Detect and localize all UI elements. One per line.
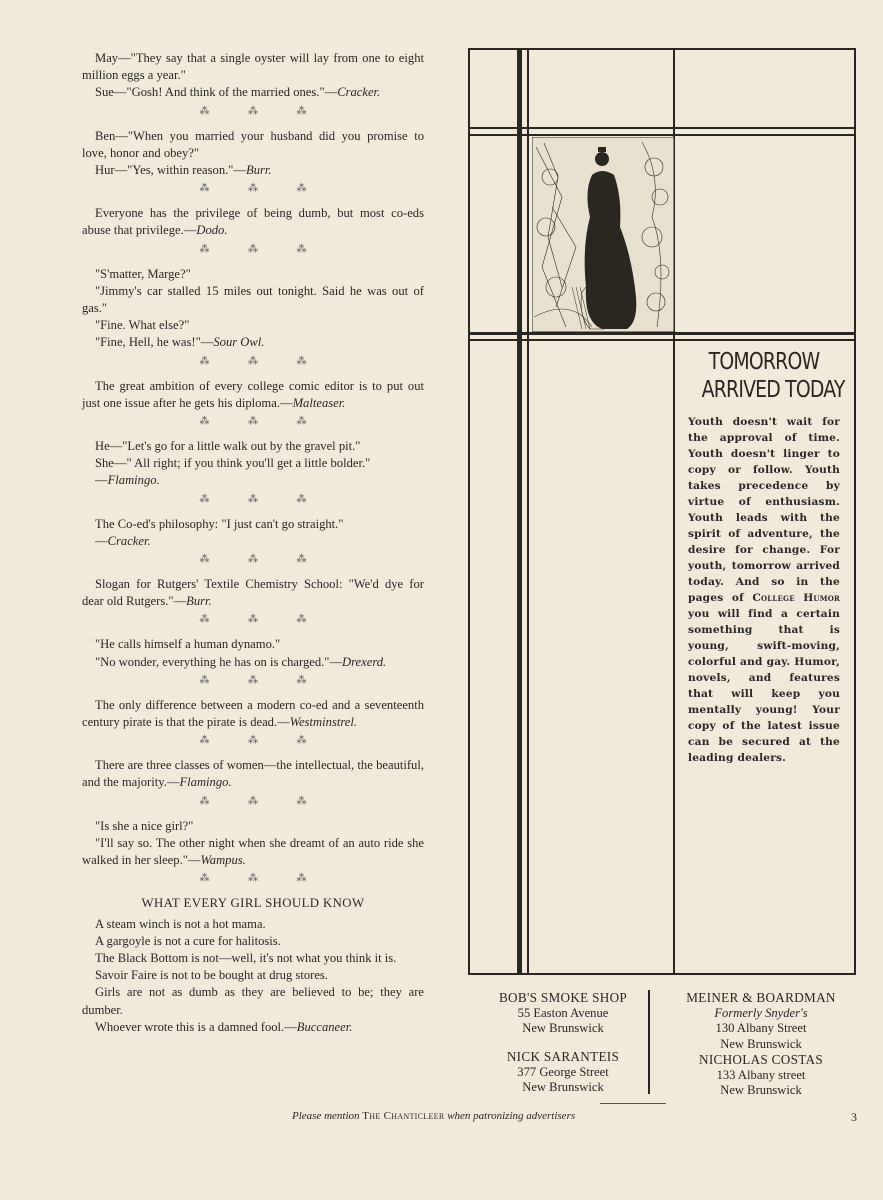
jokes-list xyxy=(82,50,424,885)
joke-line: "S'matter, Marge?" xyxy=(95,266,191,281)
joke-line: "No wonder, everything he has on is charged."—Drexerd. xyxy=(95,654,387,669)
joke-source: Drexerd. xyxy=(342,654,387,669)
joke-editor xyxy=(82,378,424,428)
joke-source: Burr. xyxy=(246,163,272,178)
ad-headline-line1: TOMORROW xyxy=(708,349,820,375)
separator-ornament: ⁂ ⁂ ⁂ xyxy=(199,416,325,428)
college-humor-advertisement xyxy=(468,48,856,975)
separator-ornament: ⁂ ⁂ ⁂ xyxy=(199,735,325,747)
jokes-column xyxy=(82,50,424,1036)
joke-source: Sour Owl. xyxy=(213,335,265,350)
joke-line: "He calls himself a human dynamo." xyxy=(95,637,281,652)
advertiser-nicholas-costas: NICHOLAS COSTAS 133 Albany street New Brunswick xyxy=(699,1052,823,1097)
joke-source: Flamingo. xyxy=(179,775,232,790)
girl-line: A steam winch is not a hot mama. xyxy=(95,916,266,931)
frame-vline-thick xyxy=(517,50,522,973)
separator-ornament: ⁂ ⁂ ⁂ xyxy=(199,243,325,255)
joke-line: Slogan for Rutgers' Textile Chemistry School: "We'd dye for dear old Rutgers."—Burr. xyxy=(82,577,424,609)
joke-dynamo xyxy=(82,636,424,686)
joke-nicegirl xyxy=(82,818,424,886)
joke-line: "I'll say so. The other night when she dreamt of an auto ride she walked in her sleep."—Wampus. xyxy=(82,835,424,868)
joke-rutgers xyxy=(82,576,424,626)
joke-marge xyxy=(82,266,424,368)
girl-section-heading: WHAT EVERY GIRL SHOULD KNOW xyxy=(141,896,365,911)
advertiser-bobs-smoke-shop: BOB'S SMOKE SHOP 55 Easton Avenue New Brunswick xyxy=(498,990,628,1035)
joke-line: Hur—"Yes, within reason."—Burr. xyxy=(95,163,272,178)
joke-line: The only difference between a modern co-ed and a seventeenth century pirate is that the pirate is dead.—Westminstrel. xyxy=(82,697,424,730)
advertiser-meiner-boardman: MEINER & BOARDMAN Formerly Snyder's 130 Albany Street New Brunswick xyxy=(686,990,836,1051)
frame-hline-bottom2 xyxy=(470,339,854,341)
publication-name: The Chanticleer xyxy=(362,1110,445,1122)
girl-section xyxy=(82,895,424,1036)
girl-last-line: Whoever wrote this is a damned fool.—Buccaneer. xyxy=(95,1019,353,1034)
ad-copy xyxy=(688,348,845,766)
joke-line: "Jimmy's car stalled 15 miles out tonight. Said he was out of gas." xyxy=(82,283,424,316)
footer-note: Please mention The Chanticleer when patronizing advertisers xyxy=(292,1110,576,1122)
joke-line: Sue—"Gosh! And think of the married ones."—Cracker. xyxy=(95,85,381,100)
footer-rule xyxy=(600,1103,666,1104)
separator-ornament: ⁂ ⁂ ⁂ xyxy=(199,795,325,807)
separator-ornament: ⁂ ⁂ ⁂ xyxy=(199,493,325,505)
frame-hline-bottom xyxy=(470,332,854,335)
page-number: 3 xyxy=(851,1110,857,1124)
joke-philosophy xyxy=(82,516,424,566)
joke-source: Cracker. xyxy=(107,533,151,548)
ad-headline-line2: ARRIVED TODAY xyxy=(701,377,845,403)
joke-oyster xyxy=(82,50,424,118)
ad-brand-name: College Humor xyxy=(752,592,841,604)
separator-ornament: ⁂ ⁂ ⁂ xyxy=(199,614,325,626)
joke-women xyxy=(82,757,424,807)
joke-line: He—"Let's go for a little walk out by the gravel pit." xyxy=(95,439,361,454)
joke-line: May—"They say that a single oyster will lay from one to eight million eggs a year." xyxy=(82,51,424,83)
separator-ornament: ⁂ ⁂ ⁂ xyxy=(199,554,325,566)
joke-line: The Co-ed's philosophy: "I just can't go straight." xyxy=(95,516,344,531)
joke-line: Ben—"When you married your husband did you promise to love, honor and obey?" xyxy=(82,128,424,160)
joke-pirate xyxy=(82,697,424,747)
joke-line: "Is she a nice girl?" xyxy=(95,818,194,833)
joke-source: Dodo. xyxy=(196,223,228,238)
joke-line: "Fine. What else?" xyxy=(95,318,190,333)
joke-promise xyxy=(82,128,424,196)
joke-source: Burr. xyxy=(186,594,212,609)
frame-vline-thin xyxy=(527,50,529,973)
joke-dumb xyxy=(82,205,424,255)
girl-line: Girls are not as dumb as they are believed to be; they are dumber. xyxy=(82,985,424,1017)
joke-source: Westminstrel. xyxy=(289,715,358,730)
separator-ornament: ⁂ ⁂ ⁂ xyxy=(199,674,325,686)
girl-line: A gargoyle is not a cure for halitosis. xyxy=(95,933,281,948)
joke-source: Cracker. xyxy=(337,85,381,100)
joke-source: Flamingo. xyxy=(107,473,160,488)
joke-line: —Flamingo. xyxy=(95,473,160,488)
frame-hline-top xyxy=(470,127,854,129)
illustration-woman-at-window xyxy=(532,137,674,332)
girl-line: The Black Bottom is not—well, it's not what you think it is. xyxy=(95,950,397,965)
joke-line: "Fine, Hell, he was!"—Sour Owl. xyxy=(95,335,265,350)
separator-ornament: ⁂ ⁂ ⁂ xyxy=(199,183,325,195)
girl-line: Savoir Faire is not to be bought at drug stores. xyxy=(95,968,328,983)
separator-ornament: ⁂ ⁂ ⁂ xyxy=(199,105,325,117)
frame-hline-top2 xyxy=(470,134,854,136)
joke-source: Buccaneer. xyxy=(296,1019,353,1034)
ad-headline xyxy=(701,348,845,404)
joke-line: She—" All right; if you think you'll get a little bolder." xyxy=(95,456,371,471)
advertiser-nick-saranteis: NICK SARANTEIS 377 George Street New Brunswick xyxy=(506,1049,620,1094)
joke-line: There are three classes of women—the intellectual, the beautiful, and the majority.—Flamingo. xyxy=(82,758,424,790)
joke-gravel xyxy=(82,438,424,506)
joke-line: —Cracker. xyxy=(95,533,151,548)
separator-ornament: ⁂ ⁂ ⁂ xyxy=(199,873,325,885)
joke-line: The great ambition of every college comic editor is to put out just one issue after he gets his diploma.—Malteaser. xyxy=(82,378,424,410)
separator-ornament: ⁂ ⁂ ⁂ xyxy=(199,355,325,367)
joke-line: Everyone has the privilege of being dumb, but most co-eds abuse that privilege.—Dodo. xyxy=(82,206,424,238)
ad-body: Youth doesn't wait for the approval of time. Youth doesn't linger to copy or follow. Youth takes precedence by virtue of enthusiasm. Youth leads with the spirit of adventure, the desire for change. For youth, tomorrow arrived today. And so in the pages of College Humor you will find a certain something that is young, swift-moving, colorful and gay. Humor, novels, and features that will keep you mentally young! Your copy of the latest issue can be secured at the leading dealers. xyxy=(688,416,841,764)
joke-source: Wampus. xyxy=(200,853,246,868)
advertisers-divider xyxy=(648,990,650,1094)
joke-source: Malteaser. xyxy=(292,395,346,410)
